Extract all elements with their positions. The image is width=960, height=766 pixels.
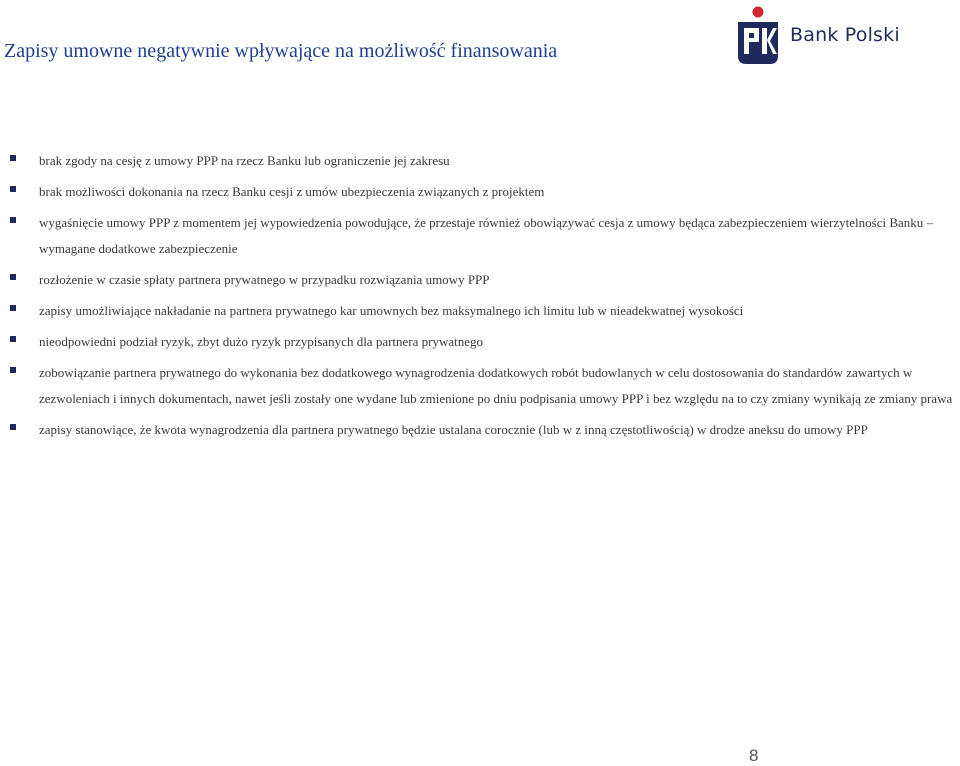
bullet-list	[10, 148, 955, 448]
square-bullet-icon	[10, 155, 16, 161]
slide-title: Zapisy umowne negatywnie wpływające na możliwość finansowania	[4, 40, 558, 62]
bullet-text: zobowiązanie partnera prywatnego do wykonania bez dodatkowego wynagrodzenia dodatkowych robót budowlanych w celu dostosowania do standardów zawartych w zezwoleniach i innych dokumentach, nawet jeśli zostały one wydane lub zmienione po dniu podpisania umowy PPP i bez względu na to czy zmiany wynikają ze zmiany prawa	[39, 365, 953, 406]
bullet-text: brak możliwości dokonania na rzecz Banku cesji z umów ubezpieczenia związanych z projektem	[39, 184, 545, 199]
bullet-item	[10, 210, 955, 262]
bank-name: Bank Polski	[790, 24, 900, 46]
square-bullet-icon	[10, 336, 16, 342]
bullet-text: nieodpowiedni podział ryzyk, zbyt dużo ryzyk przypisanych dla partnera prywatnego	[39, 334, 484, 349]
bullet-item	[10, 298, 955, 324]
square-bullet-icon	[10, 367, 16, 373]
bullet-text: zapisy stanowiące, że kwota wynagrodzenia dla partnera prywatnego będzie ustalana corocznie (lub w z inną częstotliwością) w drodze aneksu do umowy PPP	[39, 422, 868, 437]
square-bullet-icon	[10, 186, 16, 192]
bullet-item	[10, 329, 955, 355]
bullet-text: brak zgody na cesję z umowy PPP na rzecz Banku lub ograniczenie jej zakresu	[39, 153, 450, 168]
bullet-item	[10, 360, 955, 412]
bullet-item	[10, 148, 955, 174]
bullet-item	[10, 179, 955, 205]
bullet-text: wygaśnięcie umowy PPP z momentem jej wypowiedzenia powodujące, że przestaje również obowiązywać cesja z umowy będąca zabezpieczeniem wierzytelności Banku – wymagane dodatkowe zabezpieczenie	[39, 215, 934, 256]
page-number: 8	[749, 746, 759, 765]
square-bullet-icon	[10, 305, 16, 311]
square-bullet-icon	[10, 424, 16, 430]
bullet-text: zapisy umożliwiające nakładanie na partnera prywatnego kar umownych bez maksymalnego ich limitu lub w nieadekwatnej wysokości	[39, 303, 744, 318]
bullet-item	[10, 267, 955, 293]
bank-logo	[736, 4, 900, 66]
pko-emblem-icon	[736, 4, 780, 66]
bullet-item	[10, 417, 955, 443]
bullet-text: rozłożenie w czasie spłaty partnera prywatnego w przypadku rozwiązania umowy PPP	[39, 272, 490, 287]
square-bullet-icon	[10, 274, 16, 280]
square-bullet-icon	[10, 217, 16, 223]
